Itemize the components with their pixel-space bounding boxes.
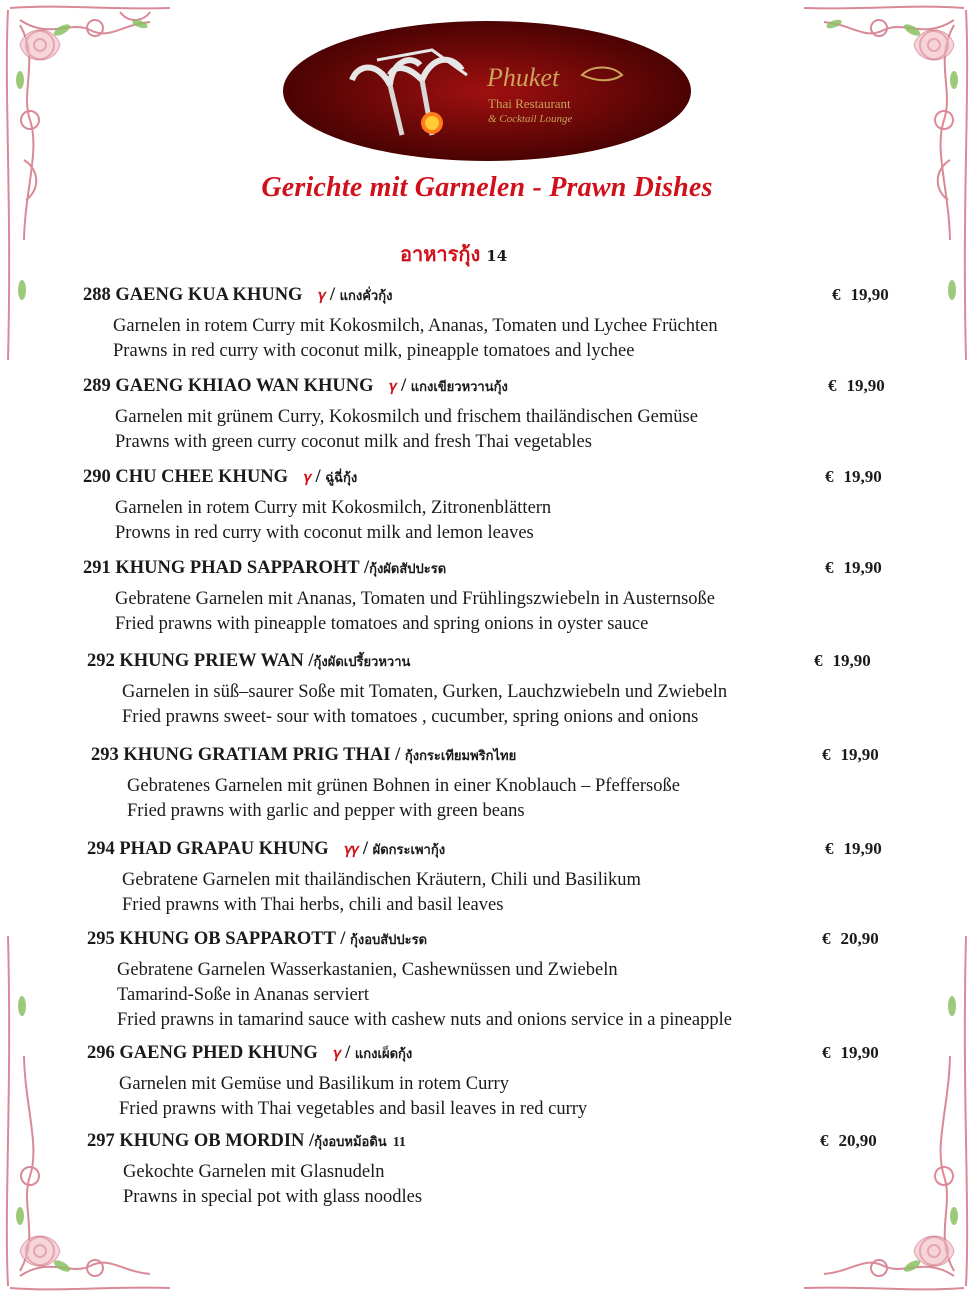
dish-title [83,466,551,488]
dish-price [822,928,879,950]
menu-item-296 [87,1042,879,1122]
description-line: Gebratene Garnelen Wasserkastanien, Cashewnüssen und Zwiebeln [117,960,618,980]
dish-thai-name: ผัดกระเพากุ้ง [372,843,446,858]
dish-name: KHUNG OB SAPPAROTT [119,929,336,949]
currency-symbol: € [822,745,831,764]
dish-name: CHU CHEE KHUNG [115,467,289,487]
currency-symbol: € [825,558,834,577]
dish-price [825,838,882,860]
currency-symbol: € [814,651,823,670]
thai-heading-text: อาหารกุ้ง [400,242,481,266]
dish-thai-name: แกงเขียวหวานกุ้ง [410,380,508,395]
dish-description [119,1072,587,1122]
thai-heading-number: 14 [486,247,508,265]
currency-symbol: € [825,467,834,486]
dish-thai-name: กุ้งอบสัปปะรด [349,933,428,948]
description-line: Tamarind-Soße in Ananas serviert [117,985,369,1005]
description-line: Fried prawns sweet- sour with tomatoes , cucumber, spring onions and onions [122,707,699,727]
dish-price [832,284,889,306]
dish-thai-name: แกงเผ็ดกุ้ง [354,1047,413,1062]
logo-line1: Thai Restaurant [488,96,571,111]
description-line: Garnelen in süß–saurer Soße mit Tomaten, Gurken, Lauchzwiebeln und Zwiebeln [122,682,728,702]
description-line: Fried prawns with pineapple tomatoes and spring onions in oyster sauce [115,614,649,634]
menu-item-297 [87,1130,877,1210]
dish-price [814,650,871,672]
description-line: Garnelen mit Gemüse und Basilikum in rotem Curry [119,1074,509,1094]
dish-description [122,868,641,918]
menu-item-289 [83,375,885,455]
dish-separator: / [396,376,411,396]
dish-price [820,1130,877,1152]
price-value: 20,90 [840,929,879,948]
dish-name: PHAD GRAPAU KHUNG [119,839,329,859]
dish-name: KHUNG OB MORDIN [119,1131,305,1151]
dish-name: GAENG KHIAO WAN KHUNG [115,376,374,396]
description-line: Prawns in special pot with glass noodles [123,1187,423,1207]
currency-symbol: € [825,839,834,858]
description-line: Fried prawns with Thai vegetables and basil leaves in red curry [119,1099,588,1119]
dish-description [123,1160,422,1210]
dish-number: 292 [87,651,115,671]
thai-section-heading [400,238,507,270]
dish-number: 291 [83,558,111,578]
dish-description [122,680,727,730]
menu-item-294 [87,838,882,918]
description-line: Gekochte Garnelen mit Glasnudeln [123,1162,385,1182]
dish-name: GAENG PHED KHUNG [119,1043,318,1063]
description-line: Fried prawns with garlic and pepper with green beans [127,801,525,821]
price-value: 19,90 [843,558,882,577]
chili-spicy-icon: 𝛾 [333,1046,341,1062]
description-line: Garnelen in rotem Curry mit Kokosmilch, Ananas, Tomaten und Lychee Früchten [113,316,718,336]
chili-spicy-icon: 𝛾𝛾 [344,842,359,858]
dish-separator: / [358,839,373,859]
menu-item-288 [83,284,889,364]
dish-description [115,405,698,455]
price-value: 19,90 [840,1043,879,1062]
page-title: Gerichte mit Garnelen - Prawn Dishes [261,172,713,203]
menu-item-292 [87,650,871,730]
price-value: 19,90 [846,376,885,395]
description-line: Garnelen mit grünem Curry, Kokosmilch und frischem thailändischen Gemüse [115,407,698,427]
dish-number: 293 [91,745,119,765]
dish-separator: / [359,558,370,578]
menu-item-291 [83,557,882,637]
logo-name: Phuket [487,63,560,92]
chili-spicy-icon: 𝛾 [304,470,311,486]
dish-number: 289 [83,376,111,396]
dish-description [115,587,715,637]
description-line: Gebratene Garnelen mit Ananas, Tomaten und Frühlingszwiebeln in Austernsoße [115,589,715,609]
dish-description [115,496,551,546]
price-value: 19,90 [832,651,871,670]
dish-separator: / [304,1131,315,1151]
dish-number: 297 [87,1131,115,1151]
dish-title [87,1042,587,1064]
dish-description [113,314,718,364]
description-line: Prowns in red curry with coconut milk and lemon leaves [115,523,534,543]
dish-thai-name: กุ้งกระเทียมพริกไทย [404,749,517,764]
dish-price [825,466,882,488]
dish-separator: / [390,745,405,765]
dish-title [87,928,732,950]
dish-number: 290 [83,467,111,487]
description-line: Garnelen in rotem Curry mit Kokosmilch, Zitronenblättern [115,498,552,518]
price-value: 20,90 [838,1131,877,1150]
currency-symbol: € [822,929,831,948]
dish-separator: / [340,1043,355,1063]
price-value: 19,90 [840,745,879,764]
dish-thai-name: กุ้งอบหม้อดิน [314,1135,387,1150]
menu-item-290 [83,466,882,546]
dish-price [828,375,885,397]
dish-separator: / [310,467,326,487]
dish-title [83,557,715,579]
restaurant-logo [282,20,692,163]
dish-price [822,1042,879,1064]
dish-name: GAENG KUA KHUNG [115,285,303,305]
currency-symbol: € [832,285,841,304]
dish-thai-name: ฉู่ฉี่กุ้ง [325,471,358,486]
currency-symbol: € [828,376,837,395]
dish-title [87,1130,422,1152]
dish-title [91,744,680,766]
dish-name: KHUNG PRIEW WAN [119,651,304,671]
price-value: 19,90 [843,467,882,486]
dish-title [87,838,641,860]
dish-separator: / [325,285,340,305]
dish-title [83,375,698,397]
description-line: Prawns in red curry with coconut milk, pineapple tomatoes and lychee [113,341,635,361]
description-line: Prawns with green curry coconut milk and fresh Thai vegetables [115,432,592,452]
dish-price [822,744,879,766]
currency-symbol: € [820,1131,829,1150]
dish-number: 294 [87,839,115,859]
dish-thai-name: กุ้งผัดสัปปะรด [369,562,447,577]
dish-number: 295 [87,929,115,949]
dish-title [87,650,727,672]
dish-sub-number: 11 [392,1135,406,1150]
menu-item-295 [87,928,879,1033]
dish-number: 296 [87,1043,115,1063]
dish-separator: / [335,929,350,949]
ornament-corner-bottom-right [774,926,974,1296]
dish-name: KHUNG PHAD SAPPAROHT [115,558,360,578]
dish-thai-name: กุ้งผัดเปรี้ยวหวาน [313,655,411,670]
description-line: Gebratenes Garnelen mit grünen Bohnen in einer Knoblauch – Pfeffersoße [127,776,680,796]
dish-price [825,557,882,579]
price-value: 19,90 [843,839,882,858]
dish-description [117,958,732,1033]
description-line: Fried prawns in tamarind sauce with cashew nuts and onions service in a pineapple [117,1010,732,1030]
dish-title [83,284,718,306]
chili-spicy-icon: 𝛾 [318,288,326,304]
chili-spicy-icon: 𝛾 [389,379,397,395]
dish-number: 288 [83,285,111,305]
description-line: Fried prawns with Thai herbs, chili and basil leaves [122,895,504,915]
description-line: Gebratene Garnelen mit thailändischen Kräutern, Chili und Basilikum [122,870,641,890]
logo-line2: & Cocktail Lounge [488,113,573,125]
dish-name: KHUNG GRATIAM PRIG THAI [123,745,391,765]
currency-symbol: € [822,1043,831,1062]
dish-separator: / [303,651,314,671]
dish-thai-name: แกงคั่วกุ้ง [339,289,393,304]
menu-item-293 [91,744,879,824]
dish-description [127,774,680,824]
price-value: 19,90 [850,285,889,304]
